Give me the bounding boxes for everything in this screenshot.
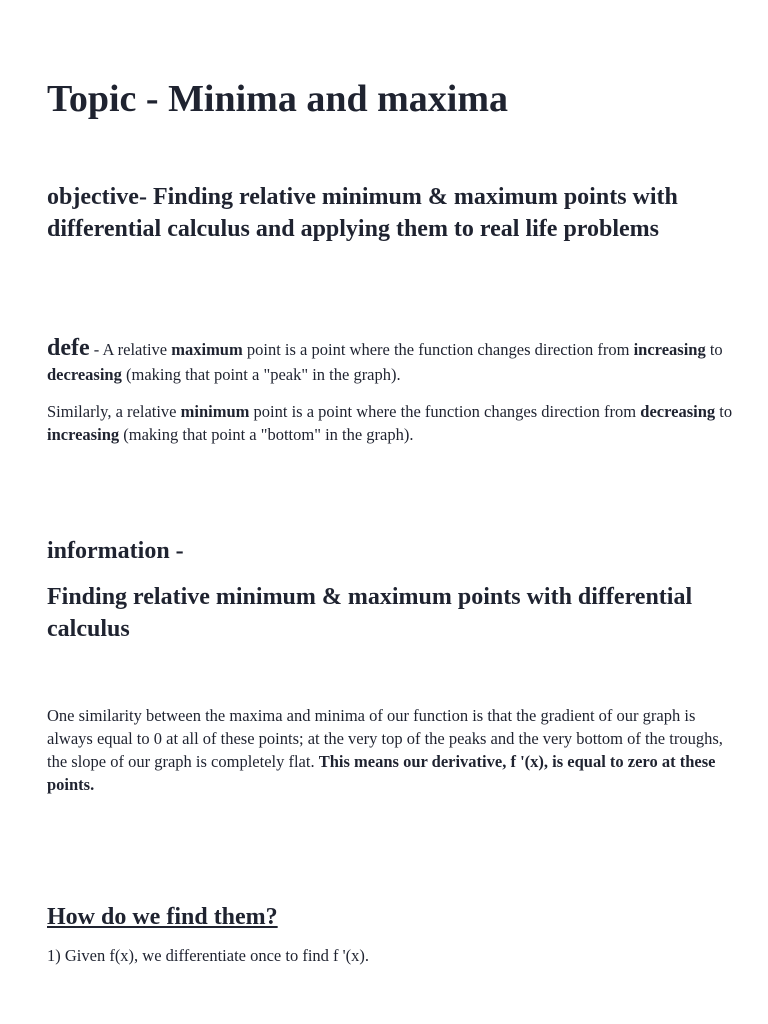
text-run: Similarly, a relative [47, 402, 181, 421]
text-run: A relative [102, 340, 172, 359]
text-run: to [705, 340, 723, 359]
definition-label: defe [47, 335, 90, 361]
definition-minimum-paragraph [47, 400, 737, 446]
text-run: point is a point where the function changes direction from [242, 340, 634, 359]
text-run: point is a point where the function changes direction from [249, 402, 641, 421]
bold-term-decreasing: decreasing [640, 402, 716, 421]
information-subheading: Finding relative minimum & maximum points with differential calculus [47, 584, 693, 642]
definition-dash: - [89, 340, 103, 359]
how-heading: How do we find them? [47, 904, 278, 930]
bold-term-increasing: increasing [47, 425, 120, 444]
definition-maximum-paragraph [47, 336, 737, 387]
text-run: (making that point a "peak" in the graph). [121, 365, 401, 384]
information-paragraph [47, 704, 737, 796]
bold-term-minimum: minimum [180, 402, 250, 421]
text-run: One similarity between the maxima and minima of our function is that the gradient of our graph is always equal to 0 at all of these points; at the very top of the peaks and the very bottom of the troughs, the slope of our graph is completely flat. [47, 706, 723, 771]
page-title: Topic - Minima and maxima [47, 78, 508, 120]
bold-statement: This means our derivative, f '(x), is equal to zero at these points. [47, 752, 716, 794]
text-run: (making that point a "bottom" in the graph). [119, 425, 414, 444]
bold-term-maximum: maximum [171, 340, 243, 359]
text-run: to [715, 402, 733, 421]
bold-term-increasing: increasing [633, 340, 706, 359]
bold-term-decreasing: decreasing [47, 365, 122, 384]
information-heading: information - [47, 538, 184, 564]
step-item: 1) Given f(x), we differentiate once to find f '(x). [47, 946, 369, 965]
objective-heading: objective- Finding relative minimum & maximum points with differential calculus and applying them to real life problems [47, 184, 678, 242]
